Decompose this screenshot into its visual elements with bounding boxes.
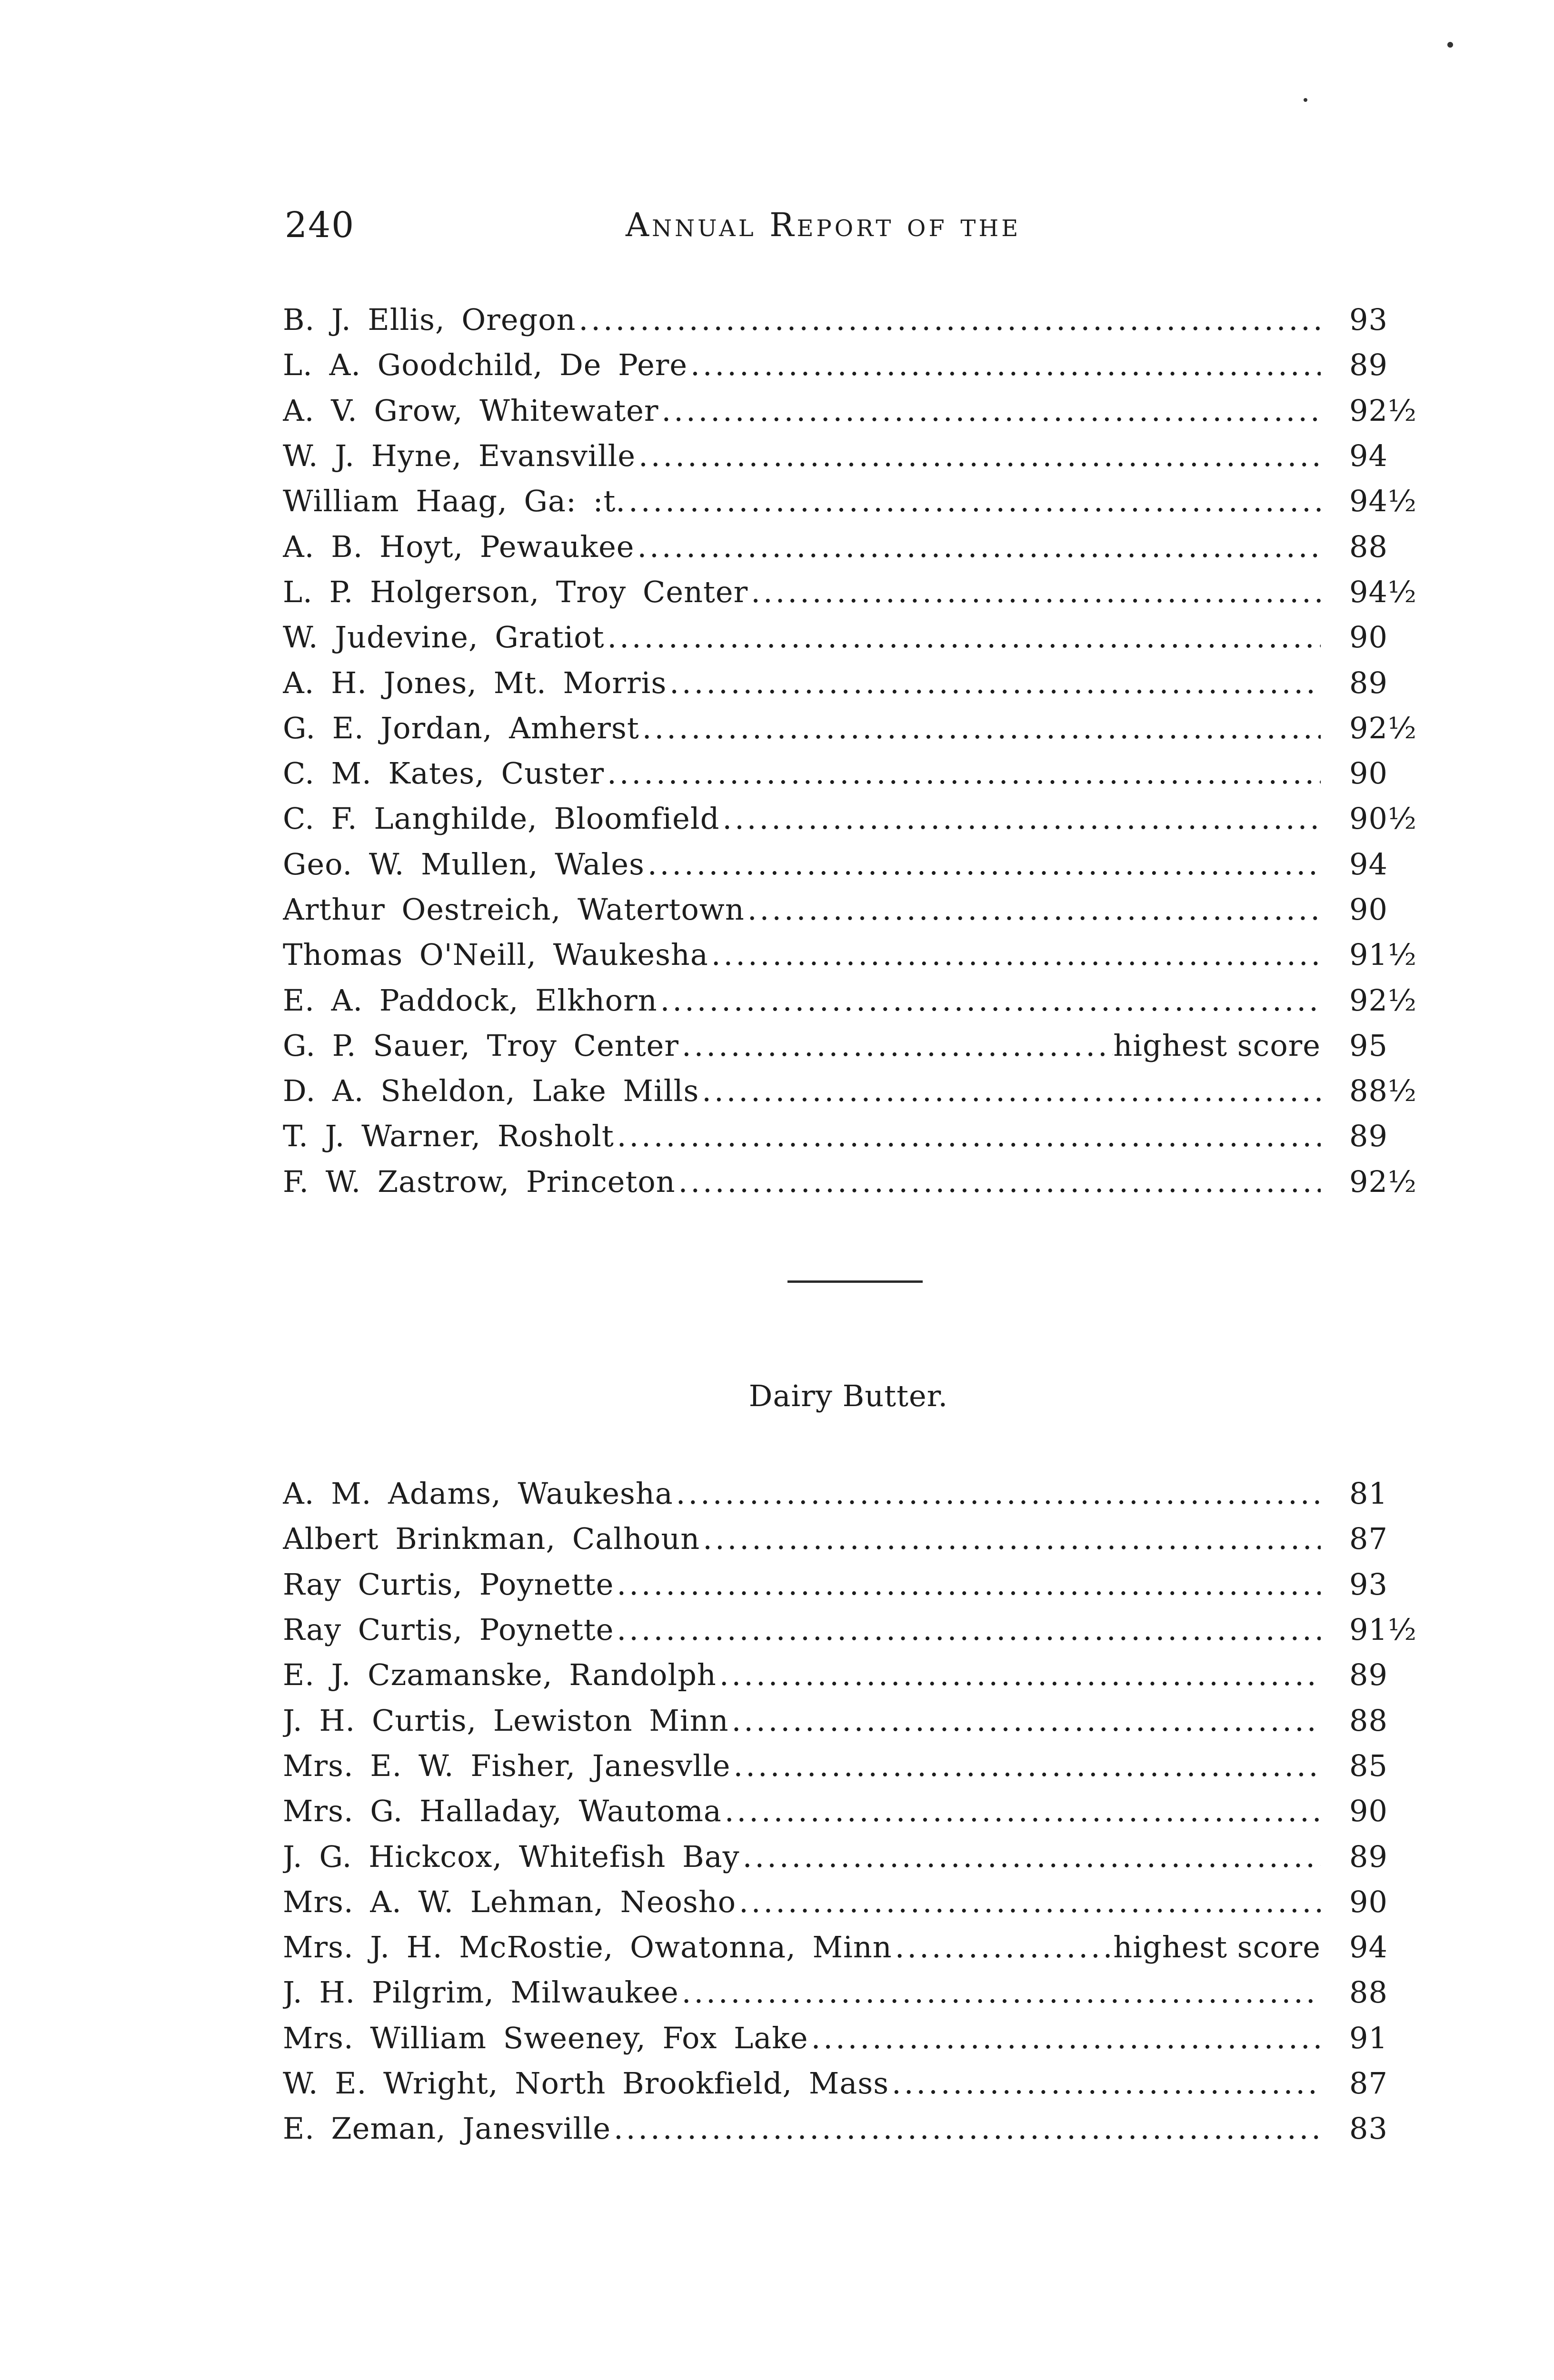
list-item bbox=[283, 2015, 1440, 2061]
exhibitor-name: Mrs. G. Halladay, Wautoma bbox=[283, 1794, 722, 1829]
exhibitor-name: L. P. Holgerson, Troy Center bbox=[283, 574, 748, 609]
list-item bbox=[283, 615, 1440, 660]
score-value: 87 bbox=[1349, 2066, 1388, 2101]
exhibitor-name: J. H. Curtis, Lewiston Minn bbox=[283, 1703, 729, 1738]
score-value: 89 bbox=[1349, 347, 1388, 383]
score-value: 90 bbox=[1349, 1884, 1388, 1919]
highest-score-note: highest score bbox=[1113, 1028, 1321, 1063]
exhibitor-name: B. J. Ellis, Oregon bbox=[283, 302, 576, 337]
score-value: 90 bbox=[1349, 1794, 1388, 1829]
list-item bbox=[283, 1652, 1440, 1697]
list-item bbox=[283, 2106, 1440, 2151]
list-item bbox=[283, 1562, 1440, 1607]
list-item bbox=[283, 1068, 1440, 1113]
exhibitor-name: A. H. Jones, Mt. Morris bbox=[283, 665, 667, 700]
list-item bbox=[283, 705, 1440, 751]
score-value: 89 bbox=[1349, 1839, 1388, 1874]
score-value: 91 bbox=[1349, 2020, 1388, 2055]
list-item bbox=[283, 660, 1440, 705]
score-value: 89 bbox=[1349, 665, 1388, 700]
running-head: Annual Report of the bbox=[626, 207, 1021, 244]
exhibitor-list-1 bbox=[283, 297, 1440, 1204]
list-item bbox=[283, 1743, 1440, 1788]
score-value: 89 bbox=[1349, 1119, 1388, 1154]
score-value: 95 bbox=[1349, 1028, 1388, 1063]
exhibitor-name: Thomas O'Neill, Waukesha bbox=[283, 937, 708, 972]
list-item bbox=[283, 1924, 1440, 1970]
list-item bbox=[283, 751, 1440, 796]
exhibitor-name: A. M. Adams, Waukesha bbox=[283, 1476, 673, 1511]
section-heading-dairy-butter: Dairy Butter. bbox=[748, 1378, 948, 1413]
list-item bbox=[283, 1471, 1440, 1516]
exhibitor-list-2 bbox=[283, 1471, 1440, 2151]
list-item bbox=[283, 932, 1440, 977]
score-value: 88 bbox=[1349, 1703, 1388, 1738]
list-item bbox=[283, 1607, 1440, 1652]
exhibitor-name: E. Zeman, Janesville bbox=[283, 2111, 611, 2146]
exhibitor-name: E. A. Paddock, Elkhorn bbox=[283, 982, 657, 1018]
exhibitor-name: Mrs. William Sweeney, Fox Lake bbox=[283, 2020, 808, 2055]
page-number: 240 bbox=[285, 205, 355, 246]
exhibitor-name: A. V. Grow, Whitewater bbox=[283, 393, 659, 428]
exhibitor-name: T. J. Warner, Rosholt bbox=[283, 1119, 614, 1154]
list-item bbox=[283, 842, 1440, 887]
print-speck bbox=[1304, 98, 1307, 102]
exhibitor-name: G. E. Jordan, Amherst bbox=[283, 710, 639, 745]
score-value: 94 bbox=[1349, 438, 1388, 474]
list-item bbox=[283, 1788, 1440, 1834]
exhibitor-name: W. E. Wright, North Brookfield, Mass bbox=[283, 2066, 889, 2101]
list-item bbox=[283, 1970, 1440, 2015]
list-item bbox=[283, 796, 1440, 841]
list-item bbox=[283, 2061, 1440, 2106]
score-value: 92½ bbox=[1349, 393, 1417, 428]
score-value: 88 bbox=[1349, 1975, 1388, 2010]
score-value: 88½ bbox=[1349, 1073, 1417, 1109]
exhibitor-name: C. M. Kates, Custer bbox=[283, 756, 605, 791]
score-value: 92½ bbox=[1349, 710, 1417, 745]
exhibitor-name: William Haag, Ga: :t. bbox=[283, 484, 626, 519]
list-item bbox=[283, 1697, 1440, 1743]
exhibitor-name: Ray Curtis, Poynette bbox=[283, 1612, 614, 1647]
exhibitor-name: G. P. Sauer, Troy Center bbox=[283, 1028, 679, 1063]
score-value: 94 bbox=[1349, 846, 1388, 882]
score-value: 87 bbox=[1349, 1521, 1388, 1557]
list-item bbox=[283, 887, 1440, 932]
highest-score-note: highest score bbox=[1113, 1930, 1321, 1965]
list-item bbox=[283, 297, 1440, 342]
exhibitor-name: D. A. Sheldon, Lake Mills bbox=[283, 1073, 699, 1109]
exhibitor-name: A. B. Hoyt, Pewaukee bbox=[283, 529, 635, 564]
score-value: 90 bbox=[1349, 892, 1388, 927]
exhibitor-name: Mrs. A. W. Lehman, Neosho bbox=[283, 1884, 737, 1919]
score-value: 90 bbox=[1349, 620, 1388, 655]
page-header bbox=[285, 205, 1142, 257]
list-item bbox=[283, 1516, 1440, 1561]
list-item bbox=[283, 1113, 1440, 1159]
score-value: 92½ bbox=[1349, 1164, 1417, 1199]
score-value: 85 bbox=[1349, 1748, 1388, 1783]
score-value: 93 bbox=[1349, 302, 1388, 337]
score-value: 91½ bbox=[1349, 937, 1417, 972]
exhibitor-name: Geo. W. Mullen, Wales bbox=[283, 846, 645, 882]
exhibitor-name: L. A. Goodchild, De Pere bbox=[283, 347, 688, 383]
list-item bbox=[283, 342, 1440, 387]
exhibitor-name: J. H. Pilgrim, Milwaukee bbox=[283, 1975, 679, 2010]
exhibitor-name: J. G. Hickcox, Whitefish Bay bbox=[283, 1839, 740, 1874]
list-item bbox=[283, 1159, 1440, 1204]
score-value: 94 bbox=[1349, 1930, 1388, 1965]
score-value: 90 bbox=[1349, 756, 1388, 791]
list-item bbox=[283, 977, 1440, 1022]
score-value: 94½ bbox=[1349, 484, 1417, 519]
exhibitor-name: F. W. Zastrow, Princeton bbox=[283, 1164, 676, 1199]
list-item bbox=[283, 388, 1440, 433]
score-value: 92½ bbox=[1349, 982, 1417, 1018]
list-item bbox=[283, 524, 1440, 569]
list-item bbox=[283, 433, 1440, 478]
score-value: 89 bbox=[1349, 1657, 1388, 1693]
list-item bbox=[283, 569, 1440, 615]
exhibitor-name: Mrs. J. H. McRostie, Owatonna, Minn bbox=[283, 1930, 892, 1965]
exhibitor-name: C. F. Langhilde, Bloomfield bbox=[283, 801, 720, 836]
exhibitor-name: Albert Brinkman, Calhoun bbox=[283, 1521, 700, 1557]
score-value: 91½ bbox=[1349, 1612, 1417, 1647]
exhibitor-name: E. J. Czamanske, Randolph bbox=[283, 1657, 717, 1693]
score-value: 83 bbox=[1349, 2111, 1388, 2146]
list-item bbox=[283, 1023, 1440, 1068]
score-value: 81 bbox=[1349, 1476, 1388, 1511]
exhibitor-name: Arthur Oestreich, Watertown bbox=[283, 892, 745, 927]
list-item bbox=[283, 478, 1440, 524]
exhibitor-name: Ray Curtis, Poynette bbox=[283, 1567, 614, 1602]
score-value: 93 bbox=[1349, 1567, 1388, 1602]
exhibitor-name: W. J. Hyne, Evansville bbox=[283, 438, 636, 474]
section-divider bbox=[787, 1280, 923, 1283]
print-speck bbox=[1447, 42, 1453, 48]
exhibitor-name: W. Judevine, Gratiot bbox=[283, 620, 605, 655]
exhibitor-name: Mrs. E. W. Fisher, Janesvlle bbox=[283, 1748, 731, 1783]
list-item bbox=[283, 1879, 1440, 1924]
score-value: 90½ bbox=[1349, 801, 1417, 836]
list-item bbox=[283, 1834, 1440, 1879]
score-value: 88 bbox=[1349, 529, 1388, 564]
score-value: 94½ bbox=[1349, 574, 1417, 609]
